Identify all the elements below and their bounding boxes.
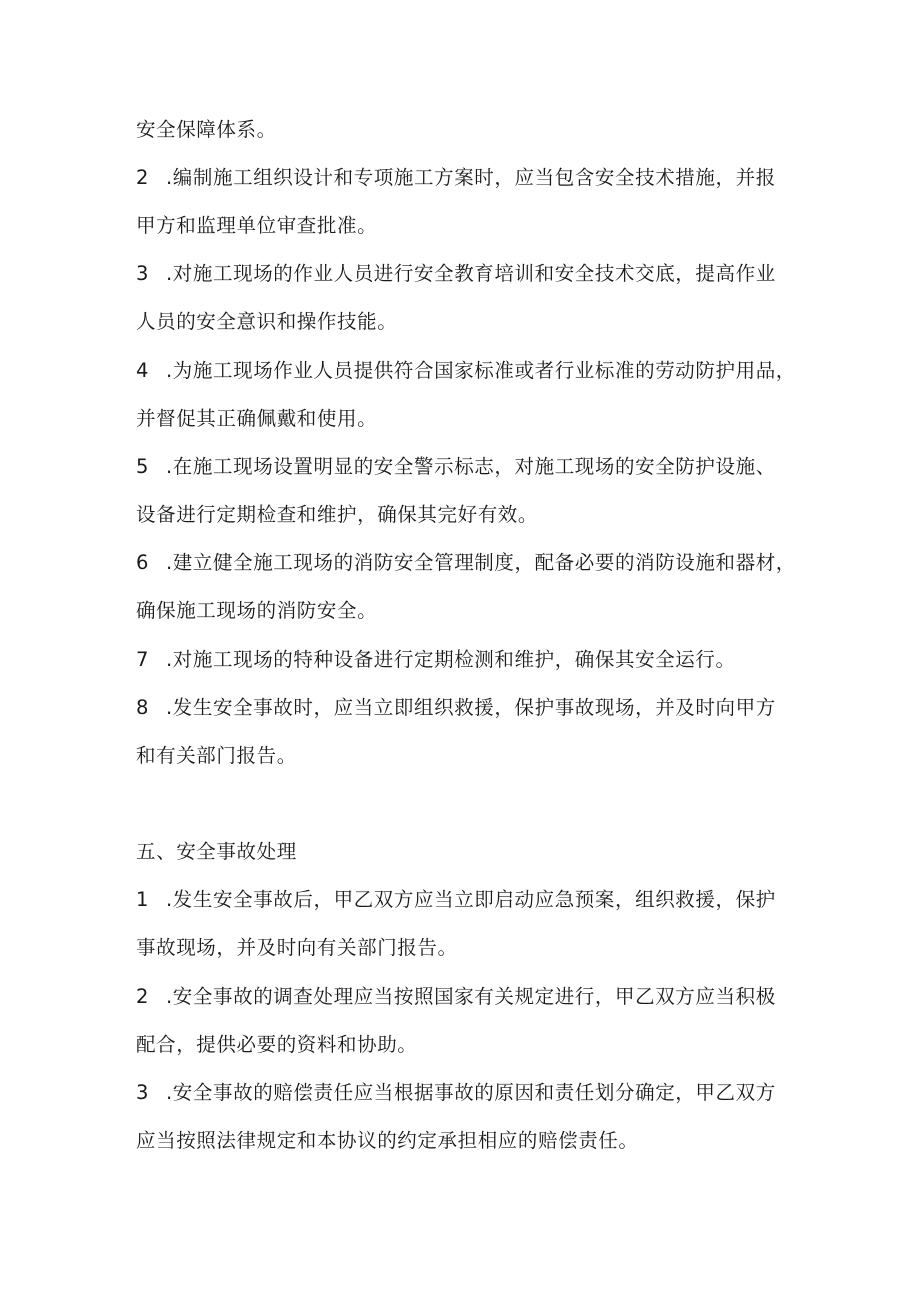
list-item-text: .安全事故的调查处理应当按照国家有关规定进行，甲乙双方应当积极 [166,985,776,1008]
list-item-7-line1 [136,648,736,672]
list-item-4-line2: 并督促其正确佩戴和使用。 [136,407,378,430]
list-item-3-line2: 人员的安全意识和操作技能。 [136,310,398,333]
list-item-2-line2: 甲方和监理单位审查批准。 [136,214,378,237]
list-item-number: 7 [136,648,150,671]
list-item-4-line1 [136,359,796,383]
list-item-text: .在施工现场设置明显的安全警示标志，对施工现场的安全防护设施、 [166,455,776,478]
list-item-2-line1 [136,166,776,190]
section5-item-1-line1 [136,888,776,912]
list-item-number: 6 [136,551,150,574]
list-item-number: 2 [136,166,150,189]
intro-tail-text: 安全保障体系。 [136,118,277,141]
list-item-text: .发生安全事故后，甲乙双方应当立即启动应急预案，组织救援，保护 [166,888,776,911]
section5-item-3-line2: 应当按照法律规定和本协议的约定承担相应的赔偿责任。 [136,1129,639,1152]
section-heading: 五、安全事故处理 [136,840,297,863]
list-item-6-line2: 确保施工现场的消防安全。 [136,599,378,622]
list-item-text: .编制施工组织设计和专项施工方案时，应当包含安全技术措施，并报 [166,166,776,189]
list-item-text: .对施工现场的作业人员进行安全教育培训和安全技术交底，提高作业 [166,262,776,285]
list-item-5-line2: 设备进行定期检查和维护，确保其完好有效。 [136,503,539,526]
list-item-text: .建立健全施工现场的消防安全管理制度，配备必要的消防设施和器材， [166,551,796,574]
list-item-8-line1 [136,696,776,720]
list-item-number: 5 [136,455,150,478]
list-item-text: .对施工现场的特种设备进行定期检测和维护，确保其安全运行。 [166,648,736,671]
section5-item-3-line1 [136,1081,776,1105]
list-item-8-line2: 和有关部门报告。 [136,744,297,767]
list-item-number: 3 [136,262,150,285]
list-item-number: 8 [136,696,150,719]
list-item-number: 1 [136,888,150,911]
section5-item-2-line2: 配合，提供必要的资料和协助。 [136,1033,418,1056]
list-item-number: 3 [136,1081,150,1104]
list-item-number: 4 [136,359,150,382]
list-item-text: .安全事故的赔偿责任应当根据事故的原因和责任划分确定，甲乙双方 [166,1081,776,1104]
section5-item-1-line2: 事故现场，并及时向有关部门报告。 [136,936,458,959]
list-item-6-line1 [136,551,796,575]
list-item-3-line1 [136,262,776,286]
list-item-number: 2 [136,985,150,1008]
list-item-5-line1 [136,455,776,479]
list-item-text: .发生安全事故时，应当立即组织救援，保护事故现场，并及时向甲方 [166,696,776,719]
list-item-text: .为施工现场作业人员提供符合国家标准或者行业标准的劳动防护用品， [166,359,796,382]
section5-item-2-line1 [136,985,776,1009]
